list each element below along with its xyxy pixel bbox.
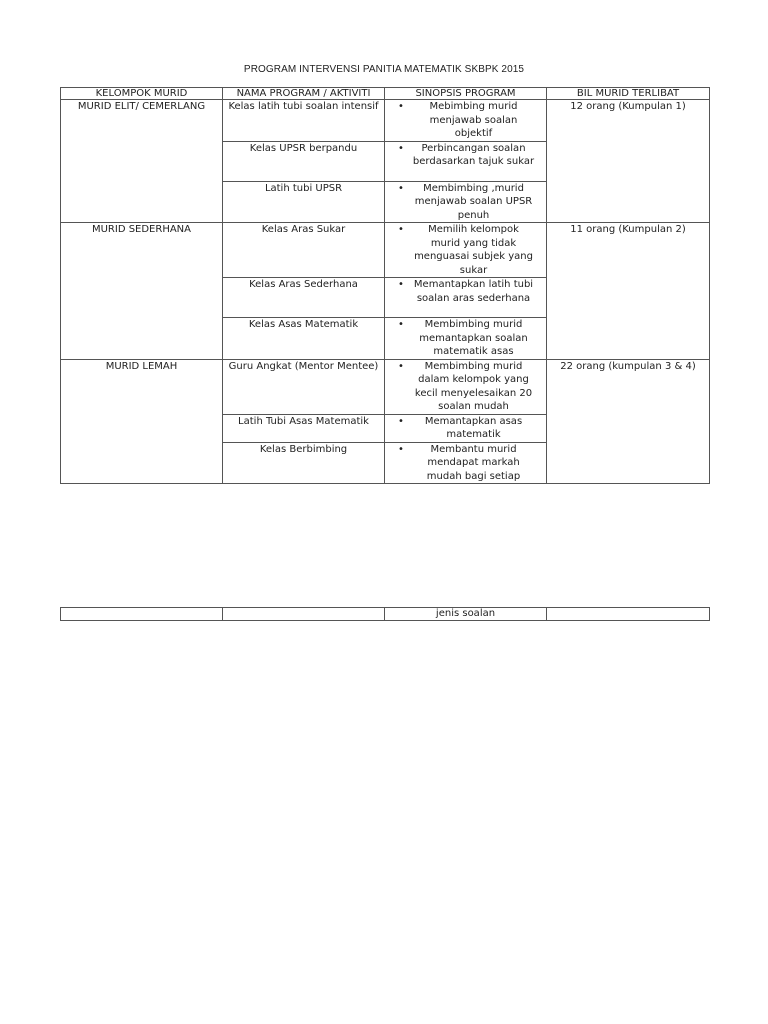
program-cell: Latih Tubi Asas Matematik: [223, 414, 385, 442]
sinopsis-cell: • Mebimbing murid menjawab soalan objektif: [385, 100, 547, 142]
program-cell: Kelas latih tubi soalan intensif: [223, 100, 385, 142]
bullet-mark: •: [398, 101, 404, 112]
table-row: [61, 359, 710, 414]
program-cell: Kelas Berbimbing: [223, 442, 385, 484]
continuation-cell: [547, 608, 710, 621]
document-title: PROGRAM INTERVENSI PANITIA MATEMATIK SKBPK 2015: [243, 64, 525, 75]
program-cell: Latih tubi UPSR: [223, 181, 385, 223]
sinopsis-cell: • Membimbing murid dalam kelompok yang kecil menyelesaikan 20 soalan mudah: [385, 359, 547, 414]
sinopsis-cell: • Membimbing ,murid menjawab soalan UPSR penuh: [385, 181, 547, 223]
sinopsis-cell: • Memantapkan asas matematik: [385, 414, 547, 442]
bil-cell: 12 orang (Kumpulan 1): [547, 100, 710, 223]
sinopsis-cell: • Membimbing murid memantapkan soalan matematik asas: [385, 318, 547, 360]
header-nama-program: NAMA PROGRAM / AKTIVITI: [223, 88, 385, 100]
header-bil-murid: BIL MURID TERLIBAT: [547, 88, 710, 100]
bullet-mark: •: [398, 224, 404, 235]
table-row: [61, 100, 710, 142]
continuation-cell: [61, 608, 223, 621]
bullet-mark: •: [398, 142, 404, 154]
sinopsis-cell: • Perbincangan soalan berdasarkan tajuk sukar: [385, 141, 547, 181]
program-cell: Kelas Aras Sukar: [223, 223, 385, 278]
program-cell: Guru Angkat (Mentor Mentee): [223, 359, 385, 414]
header-sinopsis-program: SINOPSIS PROGRAM: [385, 88, 547, 100]
kelompok-cell: MURID ELIT/ CEMERLANG: [61, 100, 223, 223]
sinopsis-cell: • Membantu murid mendapat markah mudah bagi setiap: [385, 442, 547, 484]
header-kelompok-murid: KELOMPOK MURID: [61, 88, 223, 100]
bullet-mark: •: [398, 319, 404, 330]
bullet-mark: •: [398, 415, 404, 427]
bullet-mark: •: [398, 182, 404, 194]
program-cell: Kelas UPSR berpandu: [223, 141, 385, 181]
program-cell: Kelas Aras Sederhana: [223, 278, 385, 318]
bullet-mark: •: [398, 360, 404, 372]
table-row: [61, 223, 710, 278]
sinopsis-cell: • Memantapkan latih tubi soalan aras sederhana: [385, 278, 547, 318]
bil-cell: 11 orang (Kumpulan 2): [547, 223, 710, 360]
kelompok-cell: MURID LEMAH: [61, 359, 223, 484]
program-cell: Kelas Asas Matematik: [223, 318, 385, 360]
sinopsis-cell: • Memilih kelompok murid yang tidak menguasai subjek yang sukar: [385, 223, 547, 278]
continuation-table: [60, 607, 710, 621]
kelompok-cell: MURID SEDERHANA: [61, 223, 223, 360]
bullet-mark: •: [398, 443, 404, 455]
continuation-cell: [223, 608, 385, 621]
table-row: [61, 608, 710, 621]
continuation-cell: jenis soalan: [385, 608, 547, 621]
intervention-table: [60, 87, 710, 484]
table-header-row: [61, 88, 710, 100]
bullet-mark: •: [398, 279, 404, 290]
bil-cell: 22 orang (kumpulan 3 & 4): [547, 359, 710, 484]
